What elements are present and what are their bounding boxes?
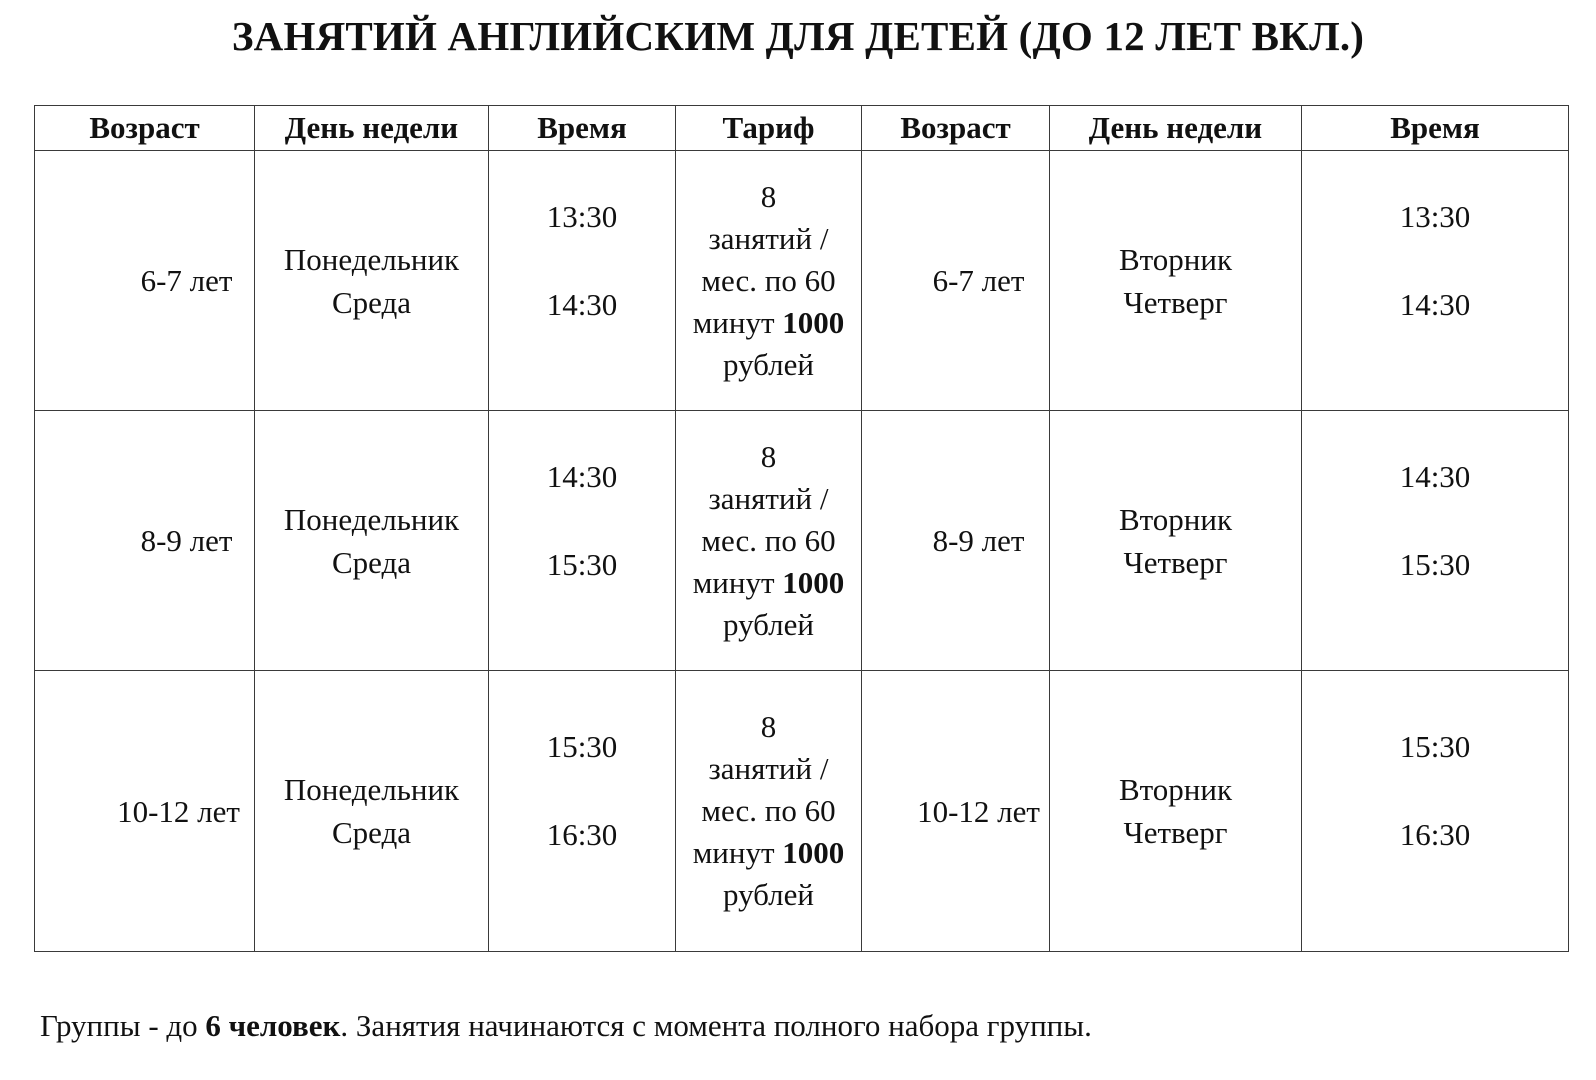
tariff-text: занятий / xyxy=(708,751,829,786)
tariff-count: 8 xyxy=(760,178,777,214)
weekday-label: Четверг xyxy=(1123,544,1228,580)
time-label: 16:30 xyxy=(1399,817,1471,852)
time-label: 15:30 xyxy=(1399,546,1471,582)
page-title: ЗАНЯТИЙ АНГЛИЙСКИМ ДЛЯ ДЕТЕЙ (ДО 12 ЛЕТ ВКЛ.) xyxy=(231,13,1365,59)
tariff-price-line xyxy=(693,562,845,604)
tariff-cell xyxy=(676,151,862,411)
weekday-label: Понедельник xyxy=(283,241,460,277)
time-label: 16:30 xyxy=(546,817,618,852)
tariff-text: мес. по 60 xyxy=(701,522,836,558)
table-row xyxy=(35,151,1569,411)
weekday-label: Четверг xyxy=(1123,284,1228,320)
header-weekday-right: День недели xyxy=(1050,106,1302,151)
tariff-count: 8 xyxy=(760,709,777,744)
weekday-cell xyxy=(255,671,489,952)
time-label: 14:30 xyxy=(546,458,618,494)
tariff-text: рублей xyxy=(722,606,814,642)
tariff-price-line xyxy=(693,302,845,344)
weekday-cell xyxy=(1050,411,1302,671)
tariff-text: мес. по 60 xyxy=(701,793,836,828)
time-cell xyxy=(489,411,676,671)
tariff-cell xyxy=(676,411,862,671)
time-cell xyxy=(1302,151,1569,411)
footnote-group-size: 6 человек xyxy=(205,1008,341,1043)
time-label: 15:30 xyxy=(546,546,618,582)
time-cell xyxy=(489,671,676,952)
footnote-text: . Занятия начинаются с момента полного набора группы. xyxy=(340,1008,1092,1043)
weekday-cell xyxy=(1050,151,1302,411)
weekday-label: Среда xyxy=(331,544,412,580)
header-age-left: Возраст xyxy=(35,106,255,151)
time-cell xyxy=(1302,671,1569,952)
age-cell: 6-7 лет xyxy=(35,151,255,411)
header-time-left: Время xyxy=(489,106,676,151)
time-cell xyxy=(1302,411,1569,671)
time-label: 14:30 xyxy=(546,286,618,322)
table-row xyxy=(35,411,1569,671)
tariff-count: 8 xyxy=(760,438,777,474)
weekday-label: Понедельник xyxy=(283,501,460,537)
header-row xyxy=(35,106,1569,151)
table-row xyxy=(35,671,1569,952)
header-weekday-left: День недели xyxy=(255,106,489,151)
weekday-cell xyxy=(255,411,489,671)
tariff-cell xyxy=(676,671,862,952)
time-label: 14:30 xyxy=(1399,458,1471,494)
time-label: 13:30 xyxy=(546,198,618,234)
age-cell: 10-12 лет xyxy=(35,671,255,952)
age-cell: 10-12 лет xyxy=(862,671,1050,952)
age-cell: 8-9 лет xyxy=(35,411,255,671)
weekday-label: Среда xyxy=(331,284,412,320)
tariff-text: занятий / xyxy=(708,480,829,516)
tariff-text: мес. по 60 xyxy=(701,262,836,298)
tariff-price: 1000 xyxy=(782,835,845,870)
tariff-price: 1000 xyxy=(782,564,845,600)
header-time-right: Время xyxy=(1302,106,1569,151)
tariff-text: минут xyxy=(692,835,775,870)
time-cell xyxy=(489,151,676,411)
weekday-label: Вторник xyxy=(1118,772,1233,807)
weekday-label: Среда xyxy=(331,815,412,850)
time-label: 15:30 xyxy=(546,729,618,764)
tariff-text: рублей xyxy=(722,346,814,382)
header-age-right: Возраст xyxy=(862,106,1050,151)
time-label: 15:30 xyxy=(1399,729,1471,764)
age-cell: 6-7 лет xyxy=(862,151,1050,411)
weekday-label: Вторник xyxy=(1118,241,1233,277)
tariff-price: 1000 xyxy=(782,304,845,340)
tariff-text: рублей xyxy=(722,877,814,912)
header-tariff: Тариф xyxy=(676,106,862,151)
footnote xyxy=(40,1004,1092,1048)
weekday-label: Понедельник xyxy=(283,772,460,807)
age-cell: 8-9 лет xyxy=(862,411,1050,671)
time-label: 13:30 xyxy=(1399,198,1471,234)
weekday-label: Четверг xyxy=(1123,815,1228,850)
tariff-text: минут xyxy=(692,564,775,600)
time-label: 14:30 xyxy=(1399,286,1471,322)
tariff-text: занятий / xyxy=(708,220,829,256)
schedule-table xyxy=(34,105,1569,952)
weekday-label: Вторник xyxy=(1118,501,1233,537)
weekday-cell xyxy=(1050,671,1302,952)
footnote-text: Группы - до xyxy=(40,1008,206,1043)
tariff-price-line xyxy=(693,832,845,874)
weekday-cell xyxy=(255,151,489,411)
tariff-text: минут xyxy=(692,304,775,340)
